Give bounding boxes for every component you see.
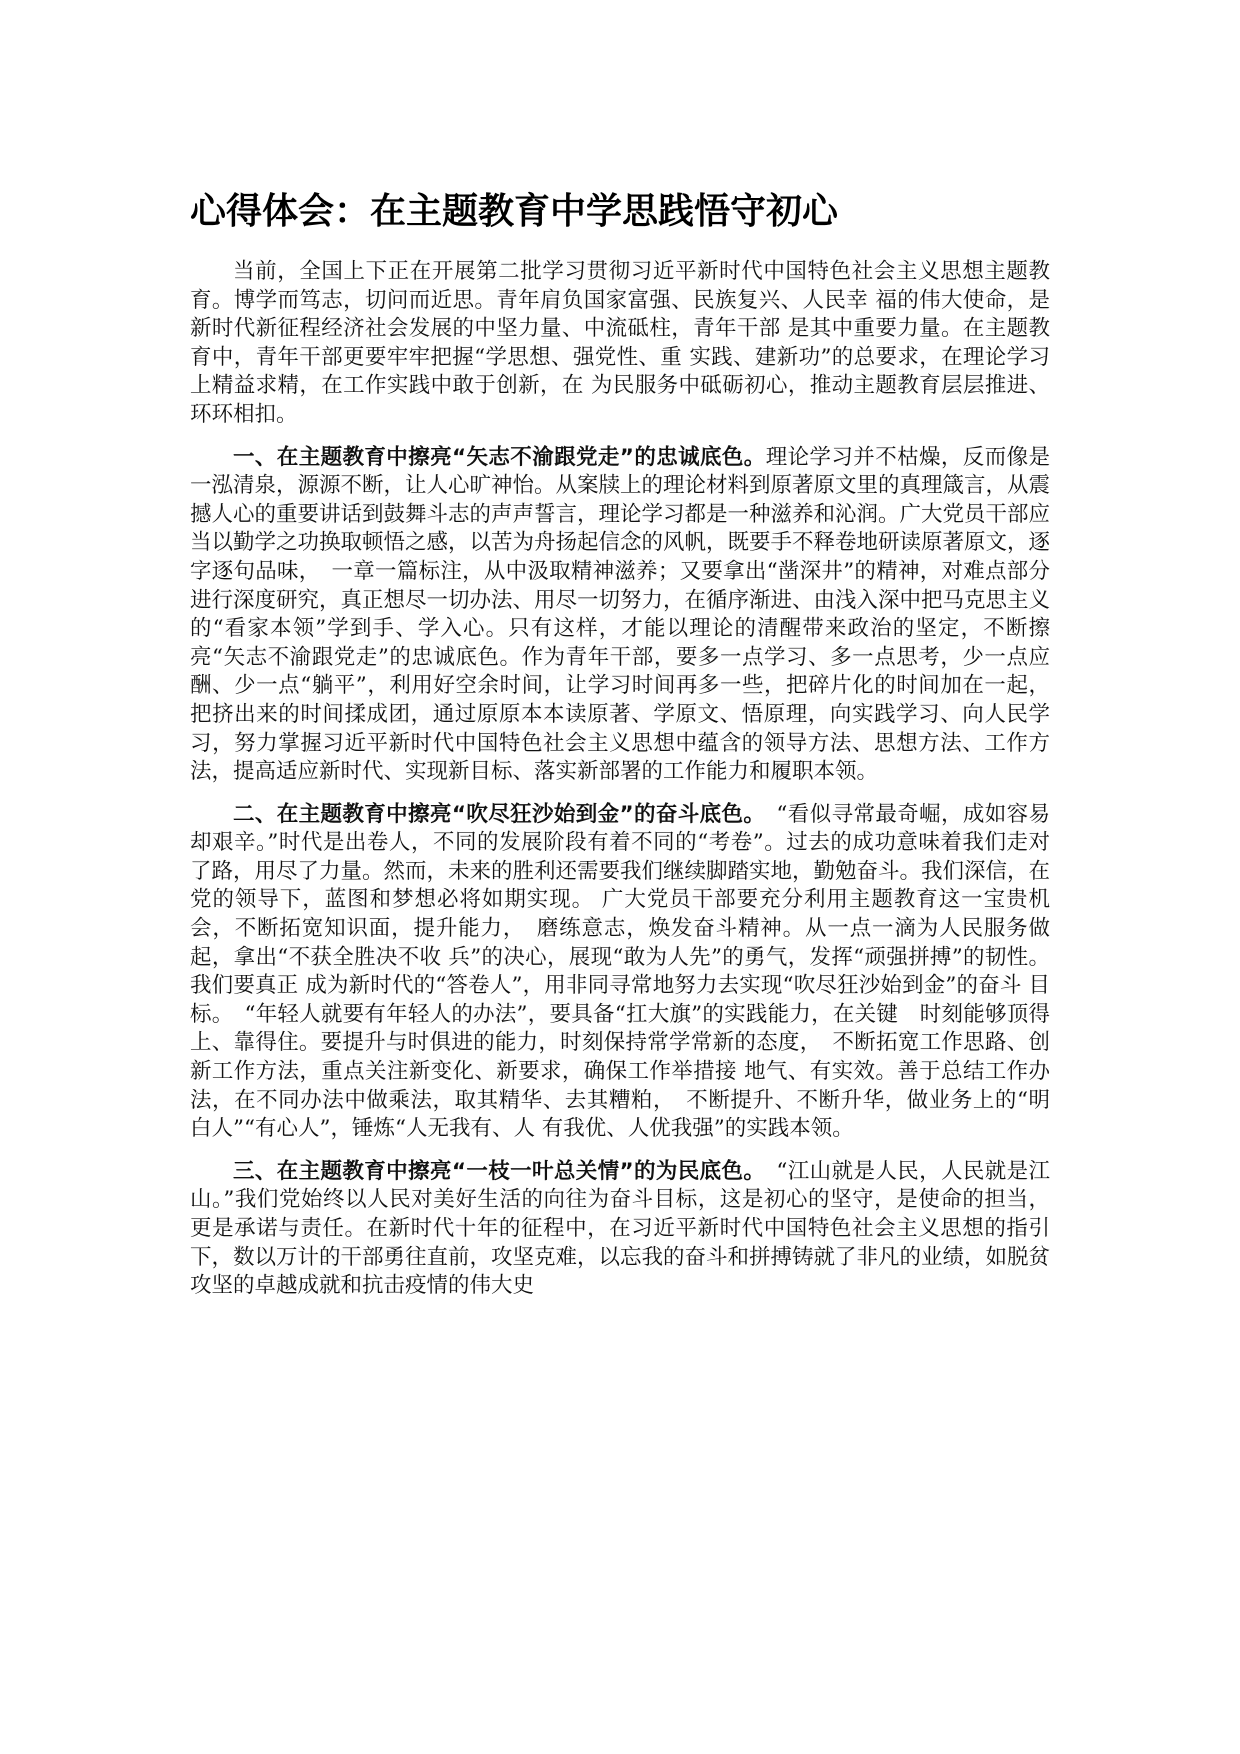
- document-title: 心得体会：在主题教育中学思践悟守初心: [190, 191, 839, 232]
- section-paragraph-1: [190, 444, 1050, 787]
- section-heading-2: 二、在主题教育中擦亮“吹尽狂沙始到金”的奋斗底色。: [233, 801, 755, 827]
- section-text-3: “江山就是人民，人民就是江山。”我们党始终以人民对美好生活的向往为奋斗目标，这是初心的坚守，是使命的担当，更是承诺与责任。在新时代十年的征程中，在习近平新时代中国特色社会主义思想的指引下，数以万计的干部勇往直前，攻坚克难，以忘我的奋斗和拼搏铸就了非凡的业绩，如脱贫攻坚的卓越成就和抗击疫情的伟大史: [190, 1158, 1051, 1299]
- section-heading-1: 一、在主题教育中擦亮“矢志不渝跟党走”的忠诚底色。: [233, 444, 766, 470]
- section-paragraph-3: [190, 1158, 1050, 1301]
- section-text-2: “看似寻常最奇崛，成如容易却艰辛。”时代是出卷人，不同的发展阶段有着不同的“考卷”。过去的成功意味着我们走对了路，用尽了力量。然而，未来的胜利还需要我们继续脚踏实地，勤勉奋斗。我们深信，在党的领导下，蓝图和梦想必将如期实现。 广大党员干部要充分利用主题教育这一宝贵机会，不断拓宽知识面，提升能力， 磨练意志，焕发奋斗精神。从一点一滴为人民服务做起，拿出“不获全胜决不收 兵”的决心，展现“敢为人先”的勇气，发挥“顽强拼搏”的韧性。我们要真正 成为新时代的“答卷人”，用非同寻常地努力去实现“吹尽狂沙始到金”的奋斗 目标。 “年轻人就要有年轻人的办法”，要具备“扛大旗”的实践能力，在关键 时刻能够顶得上、靠得住。要提升与时俱进的能力，时刻保持常学常新的态度， 不断拓宽工作思路、创新工作方法，重点关注新变化、新要求，确保工作举措接 地气、有实效。善于总结工作办法，在不同办法中做乘法，取其精华、去其糟粕， 不断提升、不断升华，做业务上的“明白人”“有心人”，锤炼“人无我有、人 有我优、人优我强”的实践本领。: [190, 801, 1051, 1142]
- intro-paragraph: 当前，全国上下正在开展第二批学习贯彻习近平新时代中国特色社会主义思想主题教育。博学而笃志，切问而近思。青年肩负国家富强、民族复兴、人民幸 福的伟大使命，是新时代新征程经济社会发展的中坚力量、中流砥柱，青年干部 是其中重要力量。在主题教育中，青年干部更要牢牢把握“学思想、强党性、重 实践、建新功”的总要求，在理论学习上精益求精，在工作实践中敢于创新，在 为民服务中砥砺初心，推动主题教育层层推进、环环相扣。: [190, 259, 1050, 427]
- section-paragraph-2: [190, 801, 1050, 1144]
- section-heading-3: 三、在主题教育中擦亮“一枝一叶总关情”的为民底色。: [233, 1158, 755, 1184]
- section-text-1: 理论学习并不枯燥，反而像是一泓清泉，源源不断，让人心旷神怡。从案牍上的理论材料到原著原文里的真理箴言，从震撼人心的重要讲话到鼓舞斗志的声声誓言，理论学习都是一种滋养和沁润。广大党员干部应当以勤学之功换取顿悟之感，以苦为舟扬起信念的风帆，既要手不释卷地研读原著原文，逐字逐句品味， 一章一篇标注，从中汲取精神滋养；又要拿出“凿深井”的精神，对难点部分进行深度研究，真正想尽一切办法、用尽一切努力，在循序渐进、由浅入深中把马克思主义的“看家本领”学到手、学入心。只有这样，才能以理论的清醒带来政治的坚定，不断擦亮“矢志不渝跟党走”的忠诚底色。作为青年干部，要多一点学习、多一点思考，少一点应酬、少一点“躺平”，利用好空余时间，让学习时间再多一些，把碎片化的时间加在一起，把挤出来的时间揉成团，通过原原本本读原著、学原文、悟原理，向实践学习、向人民学习，努力掌握习近平新时代中国特色社会主义思想中蕴含的领导方法、思想方法、工作方法，提高适应新时代、实现新目标、落实新部署的工作能力和履职本领。: [190, 444, 1051, 785]
- document-body: [190, 258, 1050, 1315]
